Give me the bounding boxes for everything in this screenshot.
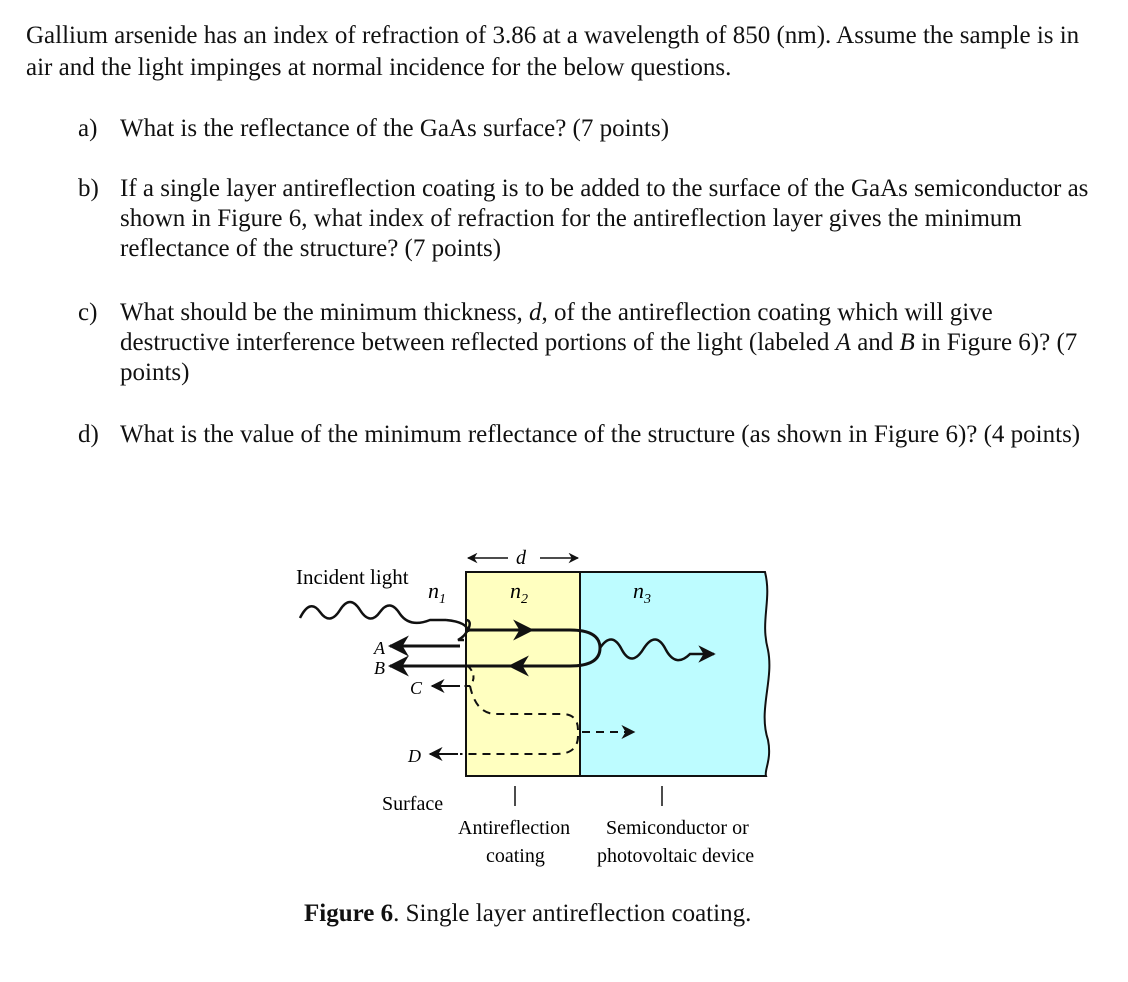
surface-label: Surface <box>382 793 444 815</box>
incident-wave <box>300 602 446 623</box>
question-c-text-3: and <box>850 329 900 356</box>
antireflection-label-1: Antireflection <box>458 817 571 839</box>
question-a-label: a) <box>78 115 98 142</box>
figure-caption <box>304 900 751 928</box>
semiconductor-layer <box>580 572 769 776</box>
label-b: B <box>374 658 385 678</box>
question-c-text-1: What should be the minimum thickness, <box>120 299 529 326</box>
n2-label: $n_2$ <box>510 578 528 607</box>
antireflection-label-2: coating <box>486 845 545 867</box>
question-a-text: What is the reflectance of the GaAs surface? (7 points) <box>120 115 670 142</box>
label-d: D <box>408 746 421 766</box>
d-label: d <box>516 547 526 569</box>
question-c-var-a: A <box>835 329 851 356</box>
problem-intro: Gallium arsenide has an index of refraction of 3.86 at a wavelength of 850 (nm). Assume the sample is in air and the light impinges at normal incidence for the below questions. <box>26 22 1080 81</box>
n1-label: $n_1$ <box>428 578 446 607</box>
question-c-text-2: , of the antireflection coating which will give destructive interference between reflected portions of the light (labeled <box>120 299 993 356</box>
label-a: A <box>374 638 385 658</box>
n3-label: $n_3$ <box>633 578 651 607</box>
incident-into-coating <box>446 620 468 632</box>
question-c-var-b: B <box>899 329 915 356</box>
question-c-label: c) <box>78 299 98 326</box>
label-c: C <box>410 678 423 698</box>
figure-caption-bold: Figure 6 <box>304 900 394 927</box>
semiconductor-label-2: photovoltaic device <box>597 845 755 867</box>
question-b-text: If a single layer antireflection coating is to be added to the surface of the GaAs semiconductor as shown in Figure 6, what index of refraction for the antireflection layer gives the minimum reflectance of the structure? (7 points) <box>120 175 1089 262</box>
question-d-label: d) <box>78 421 99 448</box>
semiconductor-label-1: Semiconductor or <box>606 817 749 839</box>
question-d-text: What is the value of the minimum reflectance of the structure (as shown in Figure 6)? (4 points) <box>120 421 1081 448</box>
question-b-label: b) <box>78 175 99 202</box>
question-c-var-d: d <box>528 299 542 326</box>
question-c-text-4: in Figure 6)? (7 points) <box>120 329 1078 386</box>
incident-light-label: Incident light <box>296 565 409 589</box>
figure-caption-text: . Single layer antireflection coating. <box>393 900 752 927</box>
